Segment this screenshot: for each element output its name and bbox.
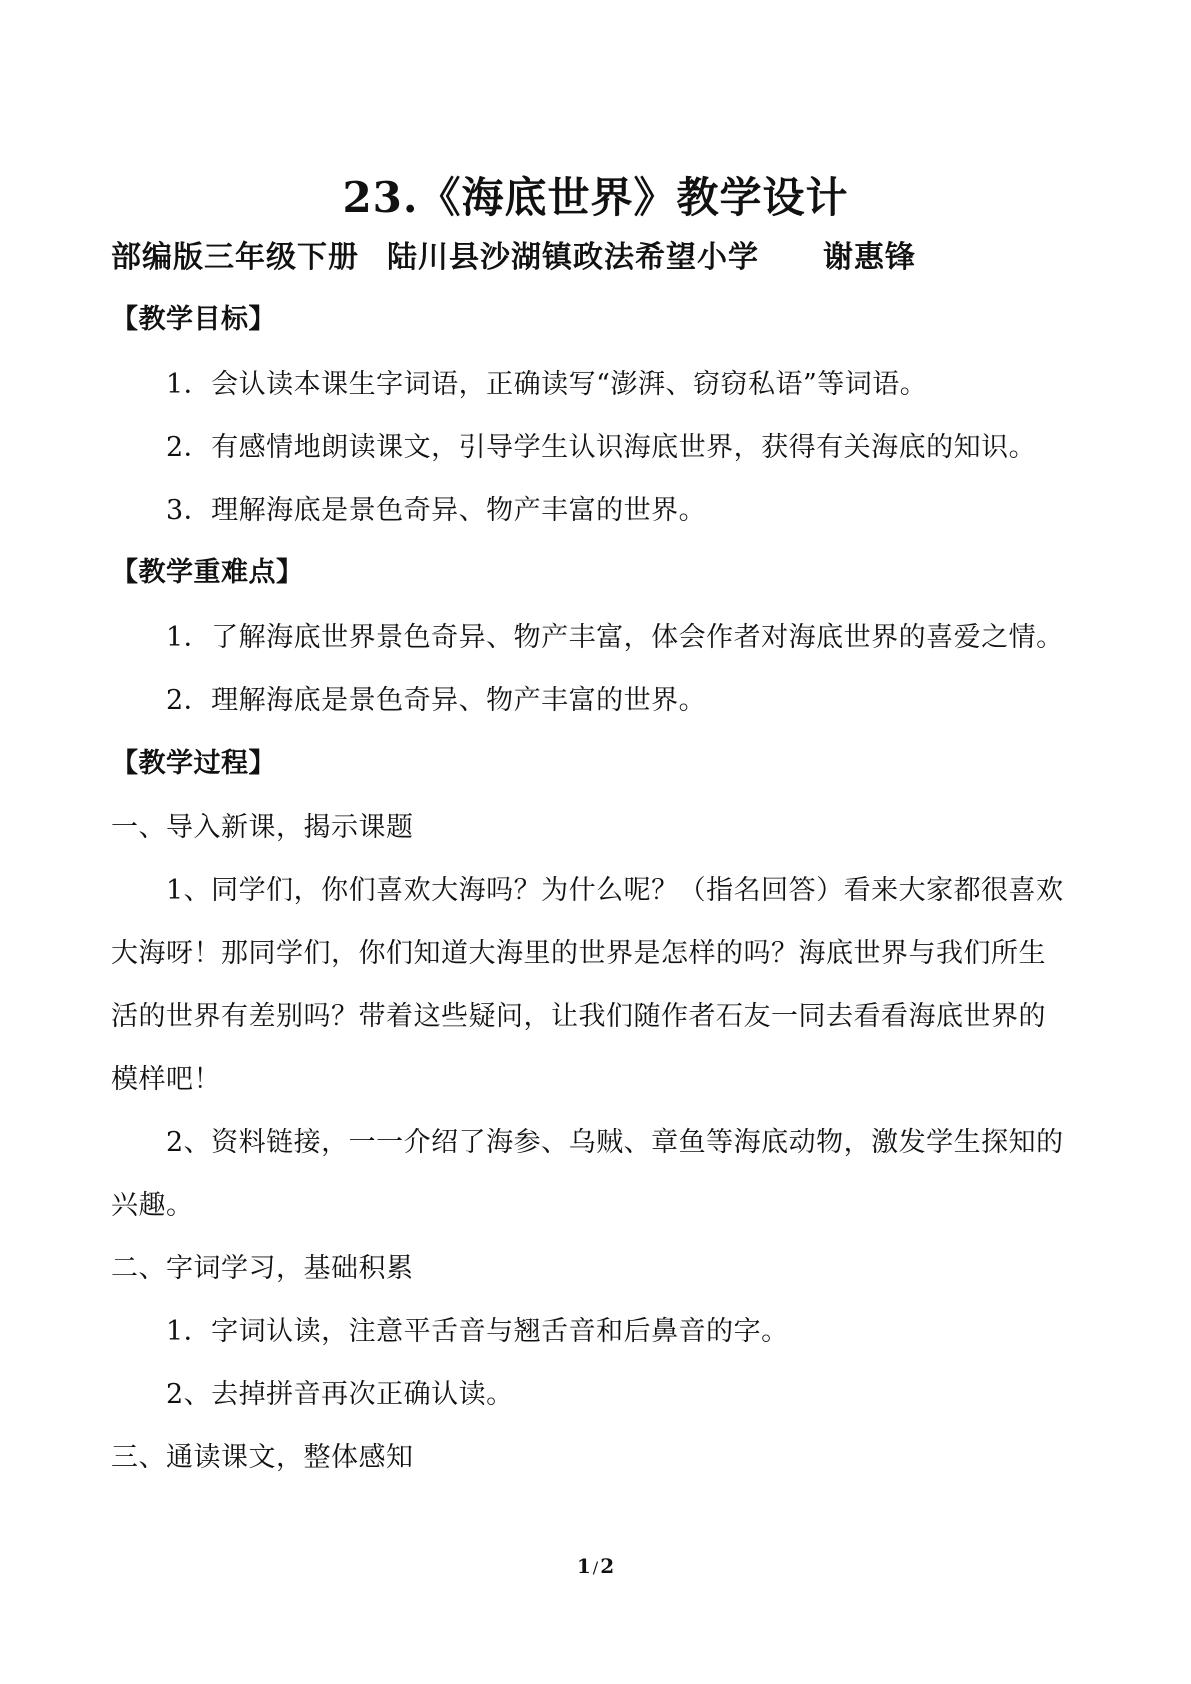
objective-item-3: 3．理解海底是景色奇异、物产丰富的世界。 bbox=[166, 495, 707, 526]
objective-item-1: 1．会认读本课生字词语，正确读写“澎湃、窃窃私语”等词语。 bbox=[166, 369, 928, 400]
page-number bbox=[0, 1553, 1191, 1581]
part2-item-2: 2、去掉拼音再次正确认读。 bbox=[166, 1379, 514, 1410]
edition-label: 部编版三年级下册 bbox=[111, 240, 359, 275]
current-page-number: 1 bbox=[576, 1554, 591, 1578]
page-separator: / bbox=[592, 1558, 599, 1577]
paragraph-line: 活的世界有差别吗？带着这些疑问，让我们随作者石友一同去看看海底世界的 bbox=[111, 1001, 1046, 1032]
total-pages-number: 2 bbox=[600, 1554, 615, 1578]
author-name: 谢惠锋 bbox=[823, 240, 916, 275]
process-part2-heading: 二、字词学习，基础积累 bbox=[111, 1253, 414, 1284]
school-name: 陆川县沙湖镇政法希望小学 bbox=[387, 240, 759, 275]
section-heading-process: 【教学过程】 bbox=[111, 748, 276, 779]
document-title: 23.《海底世界》教学设计 bbox=[342, 173, 849, 222]
process-part3-heading: 三、通读课文，整体感知 bbox=[111, 1442, 414, 1473]
section-heading-objectives: 【教学目标】 bbox=[111, 304, 276, 335]
part2-item-1: 1．字词认读，注意平舌音与翘舌音和后鼻音的字。 bbox=[166, 1316, 789, 1347]
paragraph-line: 兴趣。 bbox=[111, 1190, 194, 1221]
section-heading-key-points: 【教学重难点】 bbox=[111, 557, 304, 588]
key-point-item-1: 1．了解海底世界景色奇异、物产丰富，体会作者对海底世界的喜爱之情。 bbox=[166, 622, 1064, 653]
key-point-item-2: 2．理解海底是景色奇异、物产丰富的世界。 bbox=[166, 685, 707, 716]
document-subtitle bbox=[111, 240, 916, 276]
objective-item-2: 2．有感情地朗读课文，引导学生认识海底世界，获得有关海底的知识。 bbox=[166, 432, 1037, 463]
paragraph-line: 大海呀！那同学们，你们知道大海里的世界是怎样的吗？海底世界与我们所生 bbox=[111, 938, 1046, 969]
process-part1-heading: 一、导入新课，揭示课题 bbox=[111, 812, 414, 843]
paragraph-line: 模样吧！ bbox=[111, 1064, 221, 1095]
paragraph-line: 1、同学们，你们喜欢大海吗？为什么呢？（指名回答）看来大家都很喜欢 bbox=[166, 875, 1064, 906]
paragraph-line: 2、资料链接，一一介绍了海参、乌贼、章鱼等海底动物，激发学生探知的 bbox=[166, 1127, 1064, 1158]
